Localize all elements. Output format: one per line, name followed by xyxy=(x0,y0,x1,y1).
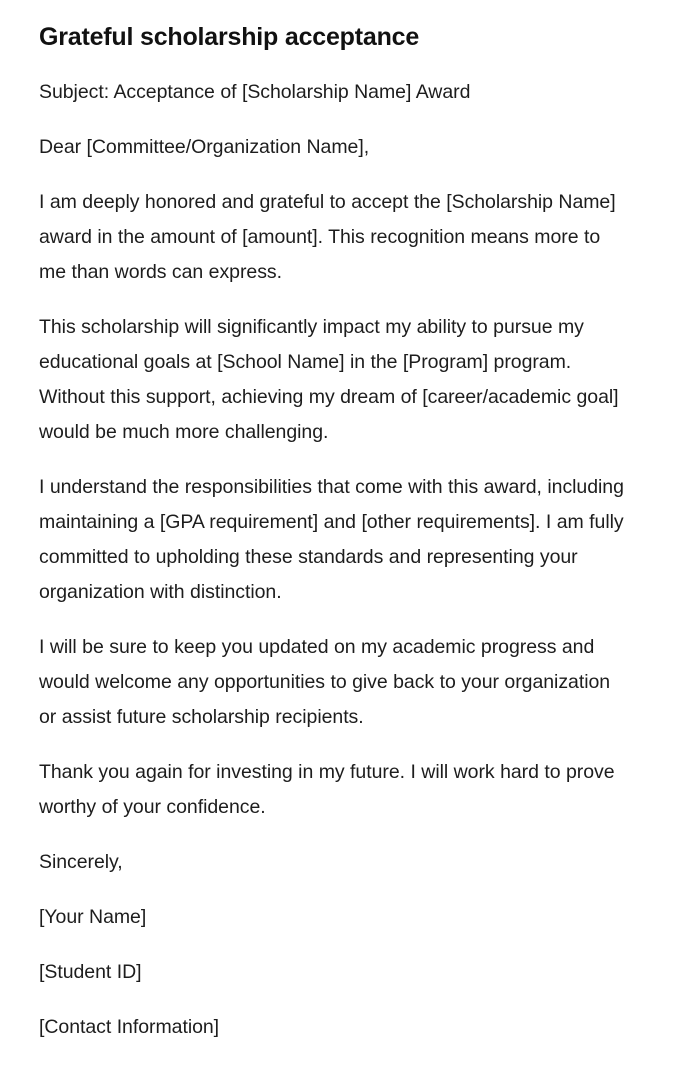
letter-body xyxy=(39,75,632,1045)
signoff: Sincerely, xyxy=(39,851,123,873)
signature-name: [Your Name] xyxy=(39,906,147,928)
page-title: Grateful scholarship acceptance xyxy=(39,23,420,51)
subject-line: Subject: Acceptance of [Scholarship Name] Award xyxy=(39,81,471,103)
signature-contact: [Contact Information] xyxy=(39,1016,220,1038)
closing-thanks-paragraph: Thank you again for investing in my future. I will work hard to prove worthy of your confidence. xyxy=(39,761,615,818)
responsibilities-paragraph: I understand the responsibilities that come with this award, including maintaining a [GPA requirement] and [other requirements]. I am fully committed to upholding these standards and representing your organization with distinction. xyxy=(39,476,624,603)
updates-paragraph: I will be sure to keep you updated on my academic progress and would welcome any opportunities to give back to your organization or assist future scholarship recipients. xyxy=(39,636,611,728)
gratitude-paragraph: I am deeply honored and grateful to accept the [Scholarship Name] award in the amount of [amount]. This recognition means more to me than words can express. xyxy=(39,191,616,283)
salutation: Dear [Committee/Organization Name], xyxy=(39,136,370,158)
signature-student-id: [Student ID] xyxy=(39,961,142,983)
impact-paragraph: This scholarship will significantly impact my ability to pursue my educational goals at [School Name] in the [Program] program. Without this support, achieving my dream of [career/academic goal] would be much more challenging. xyxy=(39,316,619,443)
